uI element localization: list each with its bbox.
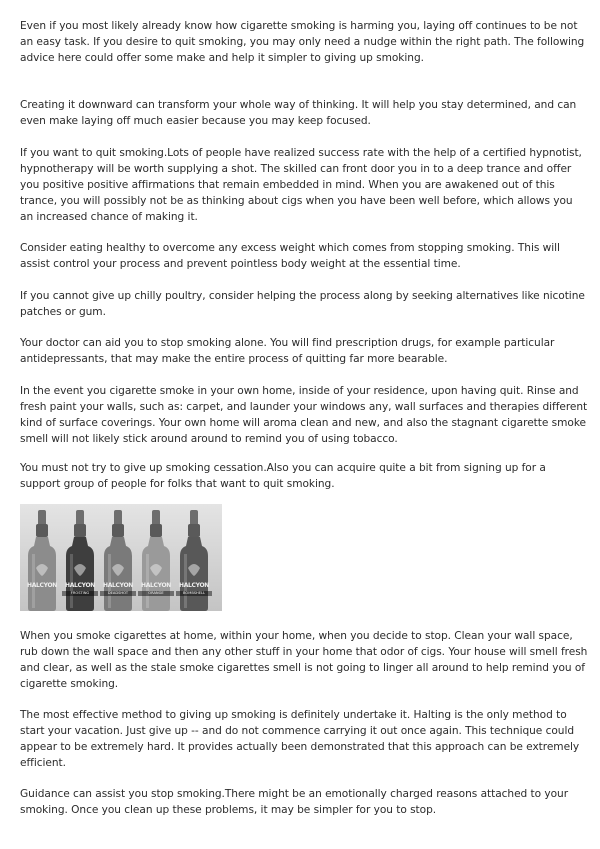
- bottle-brand-label: HALCYON: [26, 582, 58, 589]
- bottle-brand-label: HALCYON: [178, 582, 210, 589]
- bottle-brand-label: HALCYON: [140, 582, 172, 589]
- bottle-2: [60, 504, 100, 611]
- paragraph-4: Consider eating healthy to overcome any excess weight which comes from stopping smoking. This will assist control your process and prevent pointless body weight at the essential time.: [20, 242, 560, 270]
- bottle-flavor-label: FROSTING: [62, 591, 98, 596]
- bottle-1: [22, 504, 62, 611]
- paragraph-6: Your doctor can aid you to stop smoking alone. You will find prescription drugs, for example particular antidepressants, that may make the entire process of quitting far more bearable.: [20, 337, 555, 365]
- bottle-flavor-label: ORANGE: [138, 591, 174, 596]
- paragraph-3: If you want to quit smoking.Lots of people have realized success rate with the help of a certified hypnotist, hypnotherapy will be worth supplying a shot. The skilled can front door you in to a deep trance and offer you positive positive affirmations that remain embedded in mind. When you are awakened out of this trance, you will possibly not be as thinking about cigs when you have been well before, which allows you an increased chance of making it.: [20, 147, 582, 223]
- bottle-flavor-label: DEADSHOT: [100, 591, 136, 596]
- paragraph-5: If you cannot give up chilly poultry, consider helping the process along by seeking alternatives like nicotine patches or gum.: [20, 290, 585, 318]
- paragraph-11: Guidance can assist you stop smoking.There might be an emotionally charged reasons attached to your smoking. Once you clean up these problems, it may be simpler for you to stop.: [20, 788, 569, 816]
- paragraph-8: You must not try to give up smoking cessation.Also you can acquire quite a bit from signing up for a support group of people for folks that want to quit smoking.: [20, 462, 546, 490]
- bottle-flavor-label: BOMBSHELL: [176, 591, 212, 596]
- bottle-4: [136, 504, 176, 611]
- paragraph-9: When you smoke cigarettes at home, within your home, when you decide to stop. Clean your wall space, rub down the wall space and then any other stuff in your home that odor of cigs. Your house will smell fresh and clear, as well as the stale smoke cigarettes smell is not going to linger all around to help remind you of cigarette smoking.: [20, 630, 588, 690]
- eliquid-bottles-photo: [20, 504, 222, 611]
- bottle-3: [98, 504, 138, 611]
- paragraph-2: Creating it downward can transform your whole way of thinking. It will help you stay determined, and can even make laying off much easier because you may keep focused.: [20, 99, 577, 127]
- paragraph-10: The most effective method to giving up smoking is definitely undertake it. Halting is the only method to start your vacation. Just give up -- and do not commence carrying it out once again. This technique could appear to be extremely hard. It provides actually been demonstrated that this approach can be extremely efficient.: [20, 709, 580, 769]
- paragraph-1: Even if you most likely already know how cigarette smoking is harming you, laying off continues to be not an easy task. If you desire to quit smoking, you may only need a nudge within the right path. The following advice here could offer some make and help it simpler to giving up smoking.: [20, 20, 585, 64]
- bottle-brand-label: HALCYON: [64, 582, 96, 589]
- bottle-brand-label: HALCYON: [102, 582, 134, 589]
- bottle-5: [174, 504, 214, 611]
- paragraph-7: In the event you cigarette smoke in your own home, inside of your residence, upon having quit. Rinse and fresh paint your walls, such as: carpet, and launder your windows any, wall surfaces and therapies different kind of surface coverings. Your own home will aroma clean and new, and also the stagnant cigarette smoke smell will not likely stick around around to remind you of using tobacco.: [20, 385, 588, 445]
- bottle-shape: [22, 504, 62, 611]
